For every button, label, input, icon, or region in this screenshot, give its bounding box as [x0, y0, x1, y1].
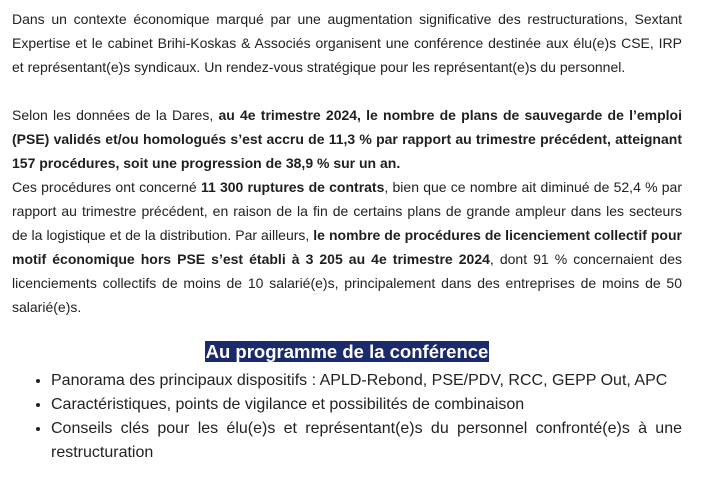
intro-paragraph: Dans un contexte économique marqué par une augmentation significative des restructurations, Sextant Expertise et le cabinet Brihi-Koskas & Associés organisent une conférence destinée aux élu(e)s CSE, IRP et représentant(e)s syndicaux. Un rendez-vous stratégique pour les représentant(e)s du personnel. — [12, 11, 682, 75]
procedures-lead-text: Ces procédures ont concerné — [12, 179, 201, 195]
program-item: • Caractéristiques, points de vigilance et possibilités de combinaison — [51, 393, 682, 417]
stats-lead-text: Selon les données de la Dares, — [12, 107, 219, 123]
program-item: • Conseils clés pour les élu(e)s et représentant(e)s du personnel confronté(e)s à une restructuration — [51, 417, 682, 465]
article-body — [12, 7, 682, 465]
procedures-detail-text: , bien que ce nombre ait diminué de 52,4 % par rapport au trimestre précédent, en raison de la fin de certains plans de grande ampleur dans les secteurs de la logistique et de la distribution. Par ailleurs, — [12, 179, 683, 243]
program-heading-wrapper — [12, 341, 682, 365]
ruptures-highlight: 11 300 ruptures de contrats — [200, 179, 385, 195]
paragraph-spacer — [12, 79, 682, 103]
licenciement-detail-text: , dont 91 % concernaient des licenciements collectifs de moins de 10 salarié(e)s, principalement dans des entreprises de moins de 50 salarié(e)s. — [12, 251, 683, 315]
stats-paragraph — [12, 103, 682, 319]
program-heading: Au programme de la conférence — [205, 341, 489, 362]
program-list — [12, 369, 682, 465]
program-item: • Panorama des principaux dispositifs : APLD-Rebond, PSE/PDV, RCC, GEPP Out, APC — [51, 369, 682, 393]
stats-highlight: au 4e trimestre 2024, le nombre de plans de sauvegarde de l’emploi (PSE) validés et/ou homologués s’est accru de 11,3 % par rapport au trimestre précédent, atteignant 157 procédures, soit une progression de 38,9 % sur un an. — [12, 107, 682, 171]
licenciement-highlight: le nombre de procédures de licenciement collectif pour motif économique hors PSE s’est établi à 3 205 au 4e trimestre 2024 — [12, 227, 682, 267]
